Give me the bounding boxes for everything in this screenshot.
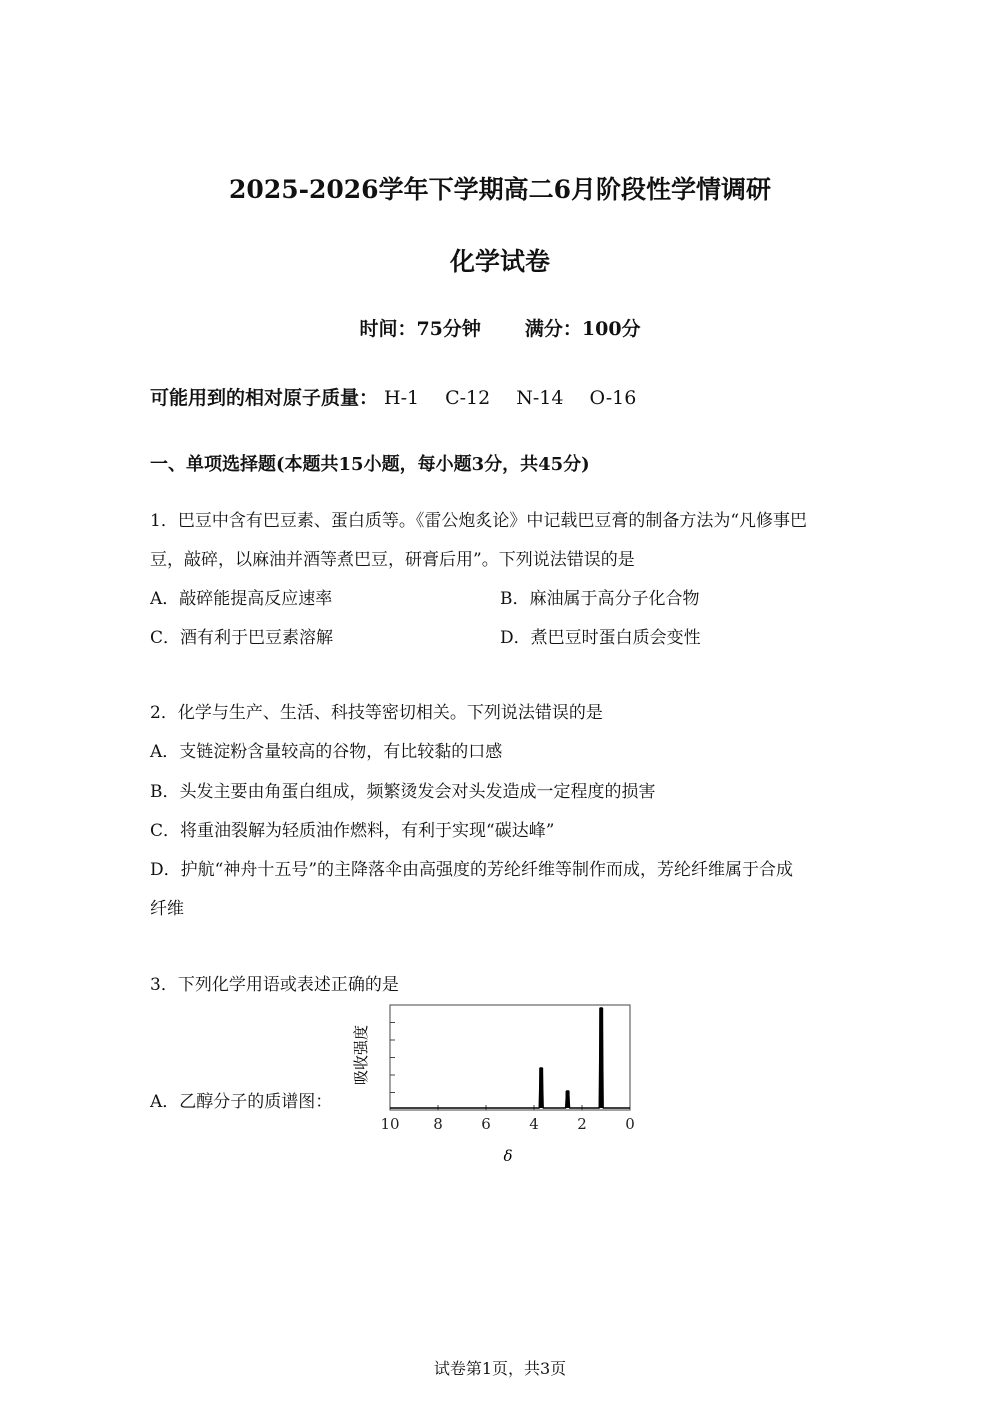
q1-stem-line2: 豆，敲碎，以麻油并酒等煮巴豆，研膏后用”。下列说法错误的是: [150, 550, 635, 570]
q1-stem-line1: 1．巴豆中含有巴豆素、蛋白质等。《雷公炮炙论》中记载巴豆膏的制备方法为“凡修事巴: [150, 511, 808, 531]
q2-option-b: B．头发主要由角蛋白组成，频繁烫发会对头发造成一定程度的损害: [150, 782, 656, 802]
section-heading: 一、单项选择题(本题共15小题，每小题3分，共45分): [150, 454, 590, 475]
q3-option-a-label: A．乙醇分子的质谱图：: [150, 1092, 333, 1112]
q2-option-d: D．护航“神舟十五号”的主降落伞由高强度的芳纶纤维等制作而成，芳纶纤维属于合成: [150, 860, 794, 880]
x-tick-label: 8: [433, 1115, 443, 1133]
q2-stem: 2．化学与生产、生活、科技等密切相关。下列说法错误的是: [150, 703, 603, 723]
atomic-mass-label: 可能用到的相对原子质量：: [150, 387, 379, 409]
plot-frame: [390, 1005, 630, 1110]
x-tick-label: 2: [577, 1115, 587, 1133]
spectrum-peak: [599, 1008, 603, 1108]
atomic-mass-n: N-14: [516, 387, 564, 409]
mass-spectrum-chart: [340, 995, 660, 1170]
q2-option-d-continued: 纤维: [150, 899, 184, 919]
atomic-mass-o: O-16: [589, 387, 637, 409]
x-tick-label: 10: [380, 1115, 400, 1133]
q1-option-a: A．敲碎能提高反应速率: [150, 589, 333, 609]
atomic-mass-line: [150, 383, 636, 410]
q1-option-b: B．麻油属于高分子化合物: [500, 589, 700, 609]
x-tick-label: 0: [625, 1115, 635, 1133]
exam-meta: [0, 314, 1000, 341]
score-label: 满分：100分: [524, 318, 641, 340]
exam-subject: 化学试卷: [449, 247, 550, 276]
chart-y-label: 吸收强度: [352, 1024, 370, 1086]
spectrum-peak: [539, 1068, 543, 1108]
spectrum-peak: [566, 1091, 570, 1108]
chart-x-label: δ: [503, 1147, 513, 1165]
exam-title: 2025-2026学年下学期高二6月阶段性学情调研: [229, 175, 771, 204]
q2-option-c: C．将重油裂解为轻质油作燃料，有利于实现“碳达峰”: [150, 821, 555, 841]
x-tick-label: 6: [481, 1115, 491, 1133]
q3-stem: 3．下列化学用语或表述正确的是: [150, 975, 399, 995]
time-label: 时间：75分钟: [359, 318, 481, 340]
q1-option-c: C．酒有利于巴豆素溶解: [150, 628, 334, 648]
atomic-mass-h: H-1: [384, 387, 420, 409]
q1-option-d: D．煮巴豆时蛋白质会变性: [500, 628, 701, 648]
spectrum-trace: [390, 1008, 630, 1108]
atomic-mass-c: C-12: [445, 387, 491, 409]
page-footer: 试卷第1页，共3页: [433, 1359, 567, 1378]
q2-option-a: A．支链淀粉含量较高的谷物，有比较黏的口感: [150, 742, 503, 762]
x-tick-label: 4: [529, 1115, 539, 1133]
